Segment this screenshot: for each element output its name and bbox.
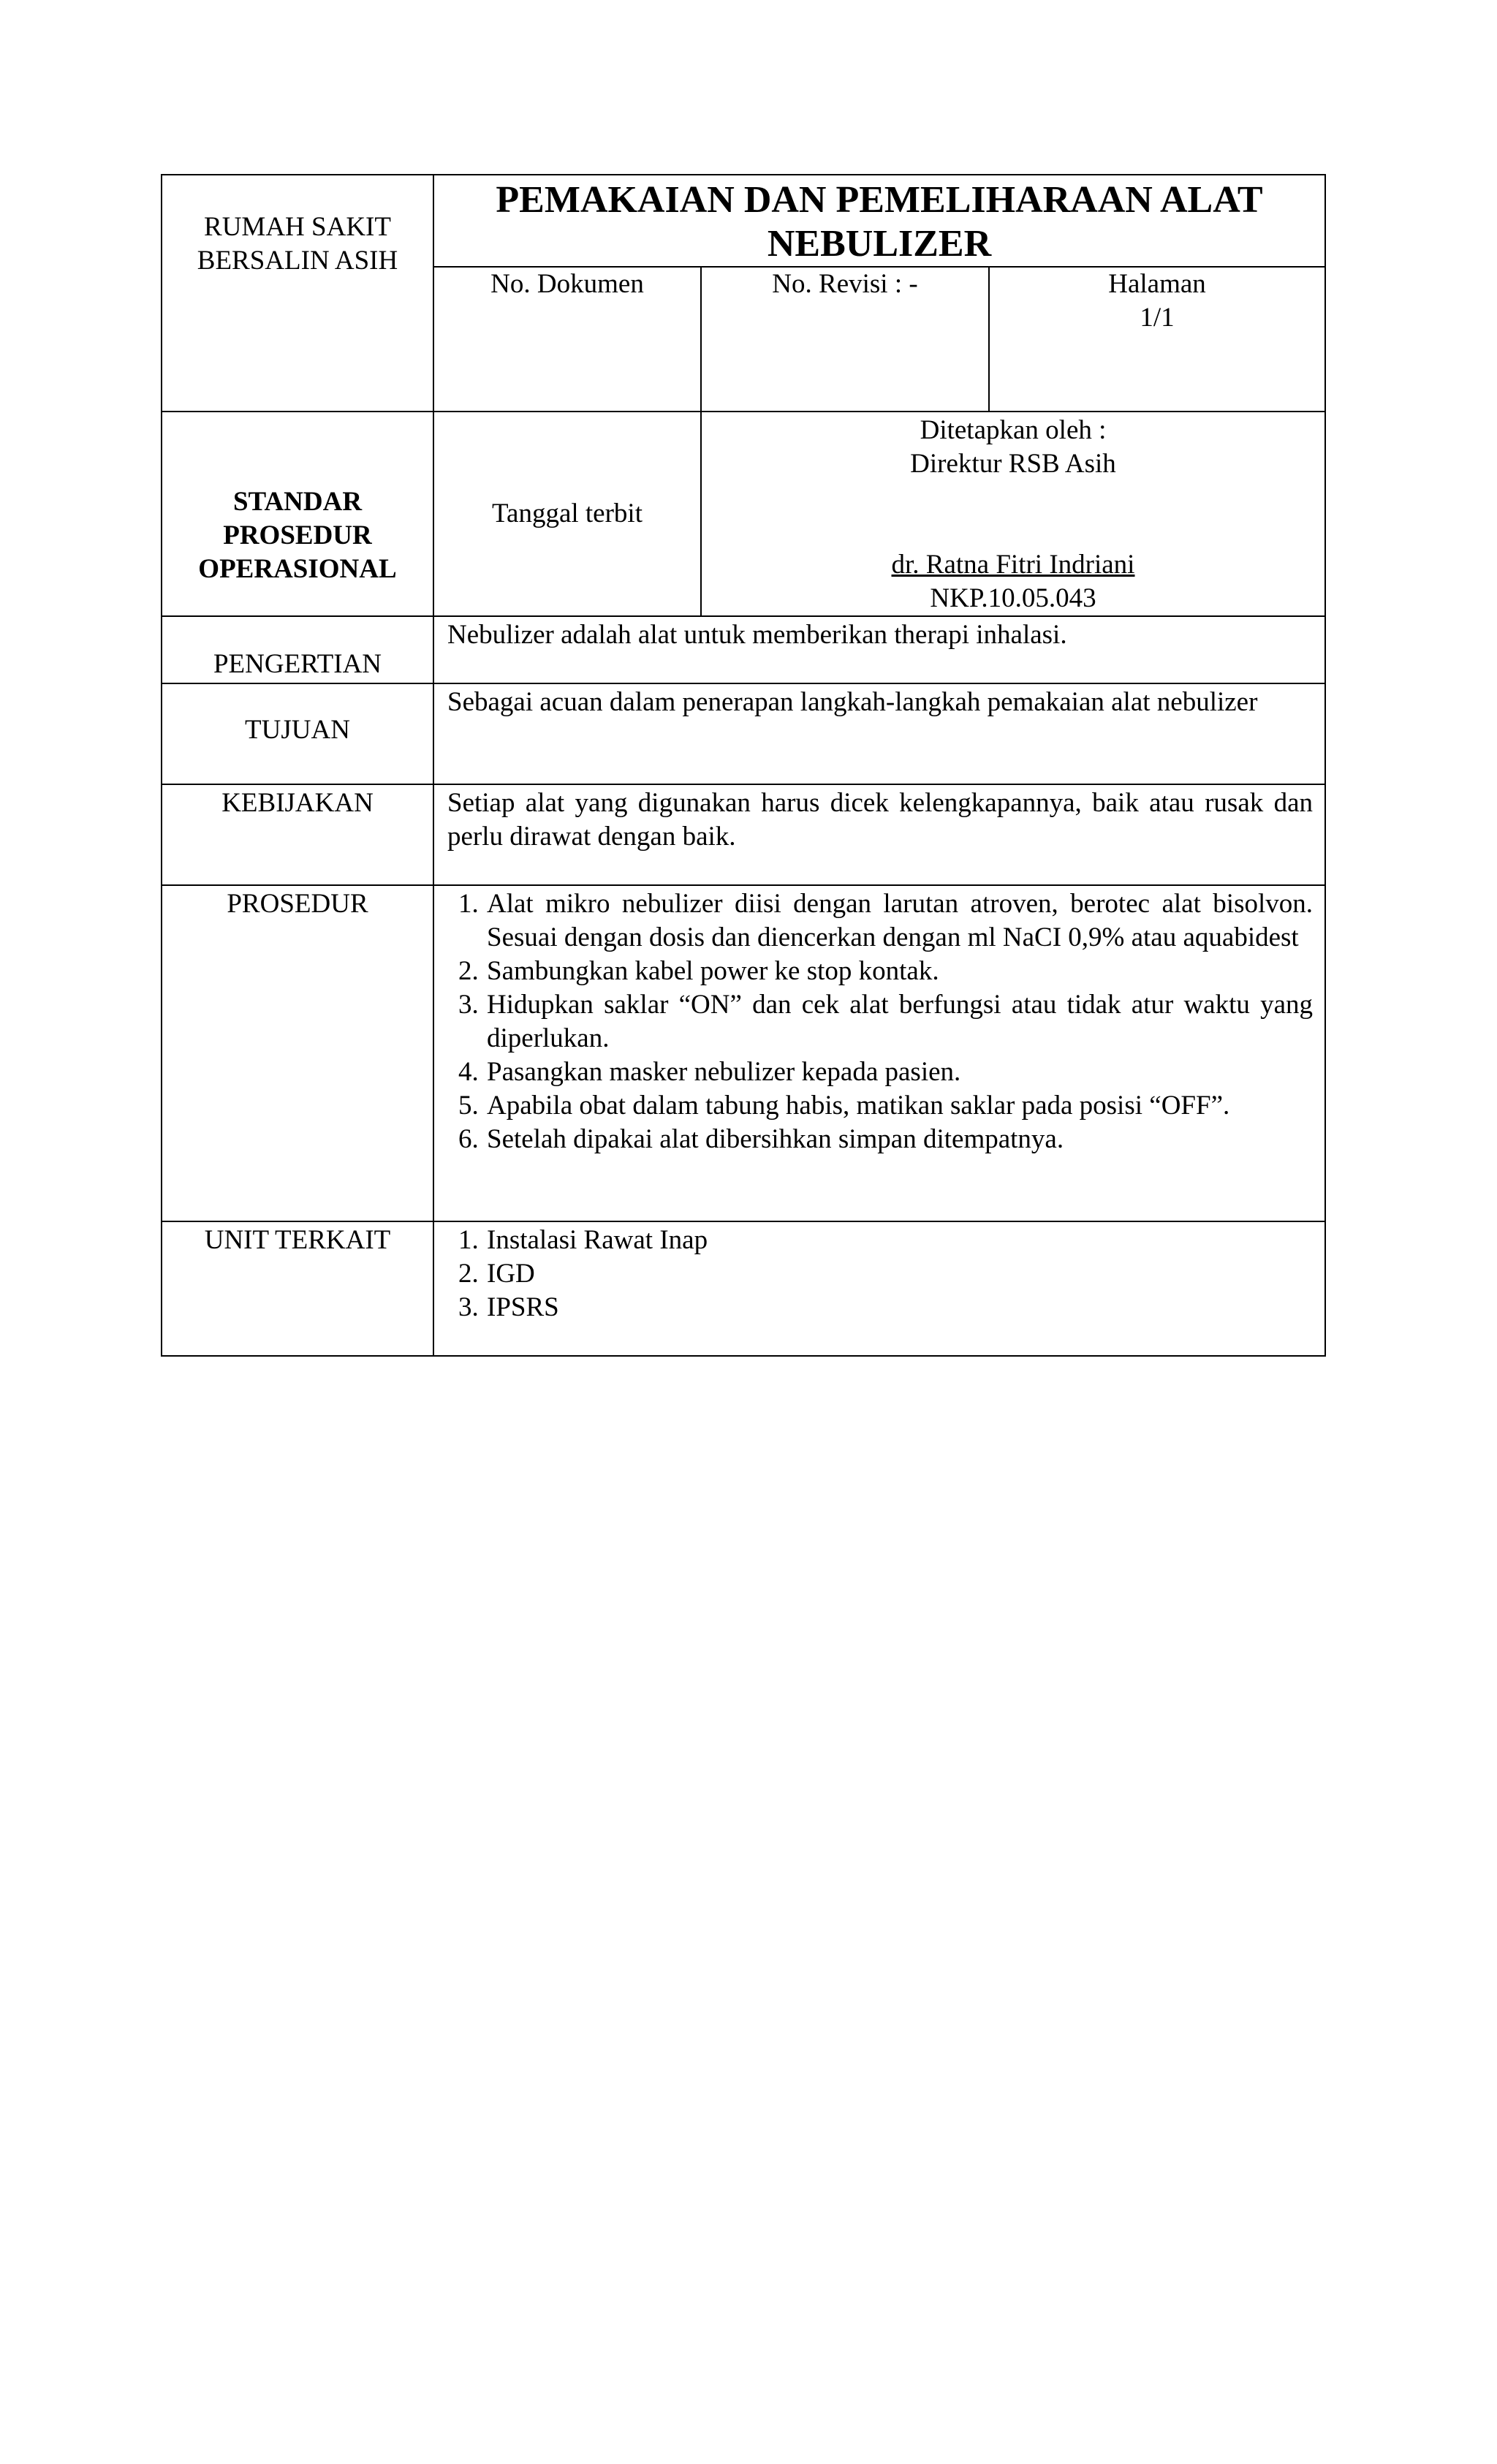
approval-cell: [701, 412, 1325, 616]
sop-table: [161, 174, 1326, 1357]
issue-date-label: Tanggal terbit: [492, 499, 643, 528]
kebijakan-label: KEBIJAKAN: [221, 788, 374, 818]
prosedur-content: [433, 885, 1325, 1221]
prosedur-step: 4. Pasangkan masker nebulizer kepada pasien.: [485, 1055, 1313, 1089]
prosedur-label-cell: [162, 885, 433, 1221]
unit-terkait-item: 1. Instalasi Rawat Inap: [485, 1224, 1313, 1257]
issue-date-cell: [433, 412, 701, 616]
approver-name: dr. Ratna Fitri Indriani: [891, 550, 1135, 580]
sop-type-line-2: PROSEDUR: [223, 520, 372, 550]
revision-label: No. Revisi : -: [772, 269, 918, 299]
title-line-1: PEMAKAIAN DAN PEMELIHARAAN ALAT: [496, 179, 1263, 221]
tujuan-label-cell: [162, 683, 433, 784]
hospital-name-cell: [162, 175, 433, 412]
kebijakan-label-cell: [162, 784, 433, 885]
document-number-label: No. Dokumen: [490, 269, 644, 299]
unit-terkait-list: [447, 1224, 1313, 1324]
unit-terkait-label: UNIT TERKAIT: [204, 1225, 391, 1255]
unit-terkait-content: [433, 1221, 1325, 1356]
tujuan-label: TUJUAN: [245, 715, 350, 745]
document-title: [433, 175, 1325, 267]
revision-cell: [701, 267, 989, 412]
pengertian-label: PENGERTIAN: [213, 649, 382, 679]
unit-terkait-item: 2. IGD: [485, 1257, 1313, 1291]
prosedur-step: 1. Alat mikro nebulizer diisi dengan larutan atroven, berotec alat bisolvon. Sesuai dengan dosis dan diencerkan dengan ml NaCI 0,9% atau aquabidest: [485, 887, 1313, 955]
prosedur-step: 5. Apabila obat dalam tabung habis, matikan saklar pada posisi “OFF”.: [485, 1089, 1313, 1123]
prosedur-step: 6. Setelah dipakai alat dibersihkan simpan ditempatnya.: [485, 1123, 1313, 1156]
hospital-name-line-2: BERSALIN ASIH: [197, 246, 398, 276]
hospital-name-line-1: RUMAH SAKIT: [204, 212, 391, 242]
tujuan-text: Sebagai acuan dalam penerapan langkah-langkah pemakaian alat nebulizer: [447, 687, 1258, 717]
approver-nkp: NKP.10.05.043: [930, 583, 1096, 613]
prosedur-steps: [447, 887, 1313, 1156]
kebijakan-text: Setiap alat yang digunakan harus dicek kelengkapannya, baik atau rusak dan perlu dirawat dengan baik.: [447, 788, 1313, 852]
approved-by-label: Ditetapkan oleh :: [920, 415, 1107, 445]
prosedur-label: PROSEDUR: [227, 889, 368, 919]
unit-terkait-label-cell: [162, 1221, 433, 1356]
sop-type-line-3: OPERASIONAL: [198, 554, 397, 584]
document-number-cell: [433, 267, 701, 412]
kebijakan-content: [433, 784, 1325, 885]
page-value: 1/1: [1140, 303, 1175, 333]
pengertian-content: [433, 616, 1325, 683]
title-line-2: NEBULIZER: [767, 223, 992, 265]
page-label: Halaman: [1108, 269, 1206, 299]
pengertian-text: Nebulizer adalah alat untuk memberikan therapi inhalasi.: [447, 620, 1067, 650]
pengertian-label-cell: [162, 616, 433, 683]
sop-type-cell: [162, 412, 433, 616]
sop-type-line-1: STANDAR: [232, 487, 363, 517]
sop-document: [161, 174, 1324, 1357]
tujuan-content: [433, 683, 1325, 784]
page-cell: [989, 267, 1325, 412]
prosedur-step: 3. Hidupkan saklar “ON” dan cek alat berfungsi atau tidak atur waktu yang diperlukan.: [485, 988, 1313, 1055]
approver-title: Direktur RSB Asih: [910, 449, 1116, 479]
unit-terkait-item: 3. IPSRS: [485, 1291, 1313, 1324]
prosedur-step: 2. Sambungkan kabel power ke stop kontak.: [485, 955, 1313, 988]
